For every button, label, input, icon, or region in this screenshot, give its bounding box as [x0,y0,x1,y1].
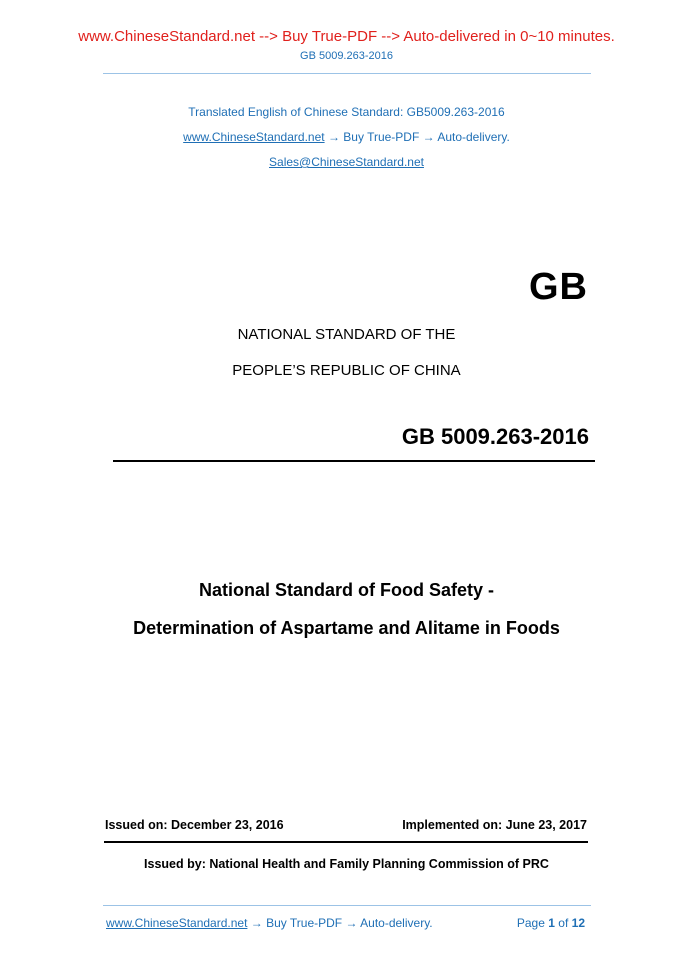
dates-divider [104,841,588,843]
national-standard-line2: PEOPLE’S REPUBLIC OF CHINA [232,362,461,379]
gb-mark: GB [529,266,588,308]
footer-buy-text: Buy True-PDF [266,916,343,930]
arrow-icon: → [327,130,340,144]
email-line [0,155,693,169]
document-title-line1: National Standard of Food Safety - [198,580,494,600]
site-link[interactable]: www.ChineseStandard.net [183,130,325,144]
standard-number-divider [113,460,595,462]
implemented-on-date: Implemented on: June 23, 2017 [402,818,587,832]
footer-divider [103,905,591,906]
footer-auto-delivery-text: Auto-delivery. [360,916,433,930]
issued-on-date: Issued on: December 23, 2016 [105,818,284,832]
arrow-icon: → [345,916,358,930]
top-banner[interactable]: www.ChineseStandard.net --> Buy True-PDF --> Auto-delivered in 0~10 minutes. [78,28,615,45]
page-label: Page [516,916,545,930]
page-indicator [517,916,585,930]
national-standard-line1: NATIONAL STANDARD OF THE [237,326,456,343]
arrow-icon: → [422,130,435,144]
sales-email-link[interactable]: Sales@ChineseStandard.net [269,155,424,169]
arrow-icon: → [250,916,263,930]
buy-text: Buy True-PDF [343,130,420,144]
page-current: 1 [548,916,555,930]
page-total: 12 [571,916,585,930]
auto-delivery-text: Auto-delivery. [437,130,510,144]
header-divider [103,73,591,74]
header-standard-code: GB 5009.263-2016 [300,50,393,62]
translation-note: Translated English of Chinese Standard: GB5009.263-2016 [188,105,505,119]
issued-by: Issued by: National Health and Family Planning Commission of PRC [144,857,549,871]
footer-site-link[interactable]: www.ChineseStandard.net [106,916,248,930]
translation-links [0,130,693,144]
footer-links [106,916,433,930]
standard-number: GB 5009.263-2016 [401,424,589,449]
document-title-line2: Determination of Aspartame and Alitame in Foods [133,618,560,638]
page-of: of [558,916,569,930]
